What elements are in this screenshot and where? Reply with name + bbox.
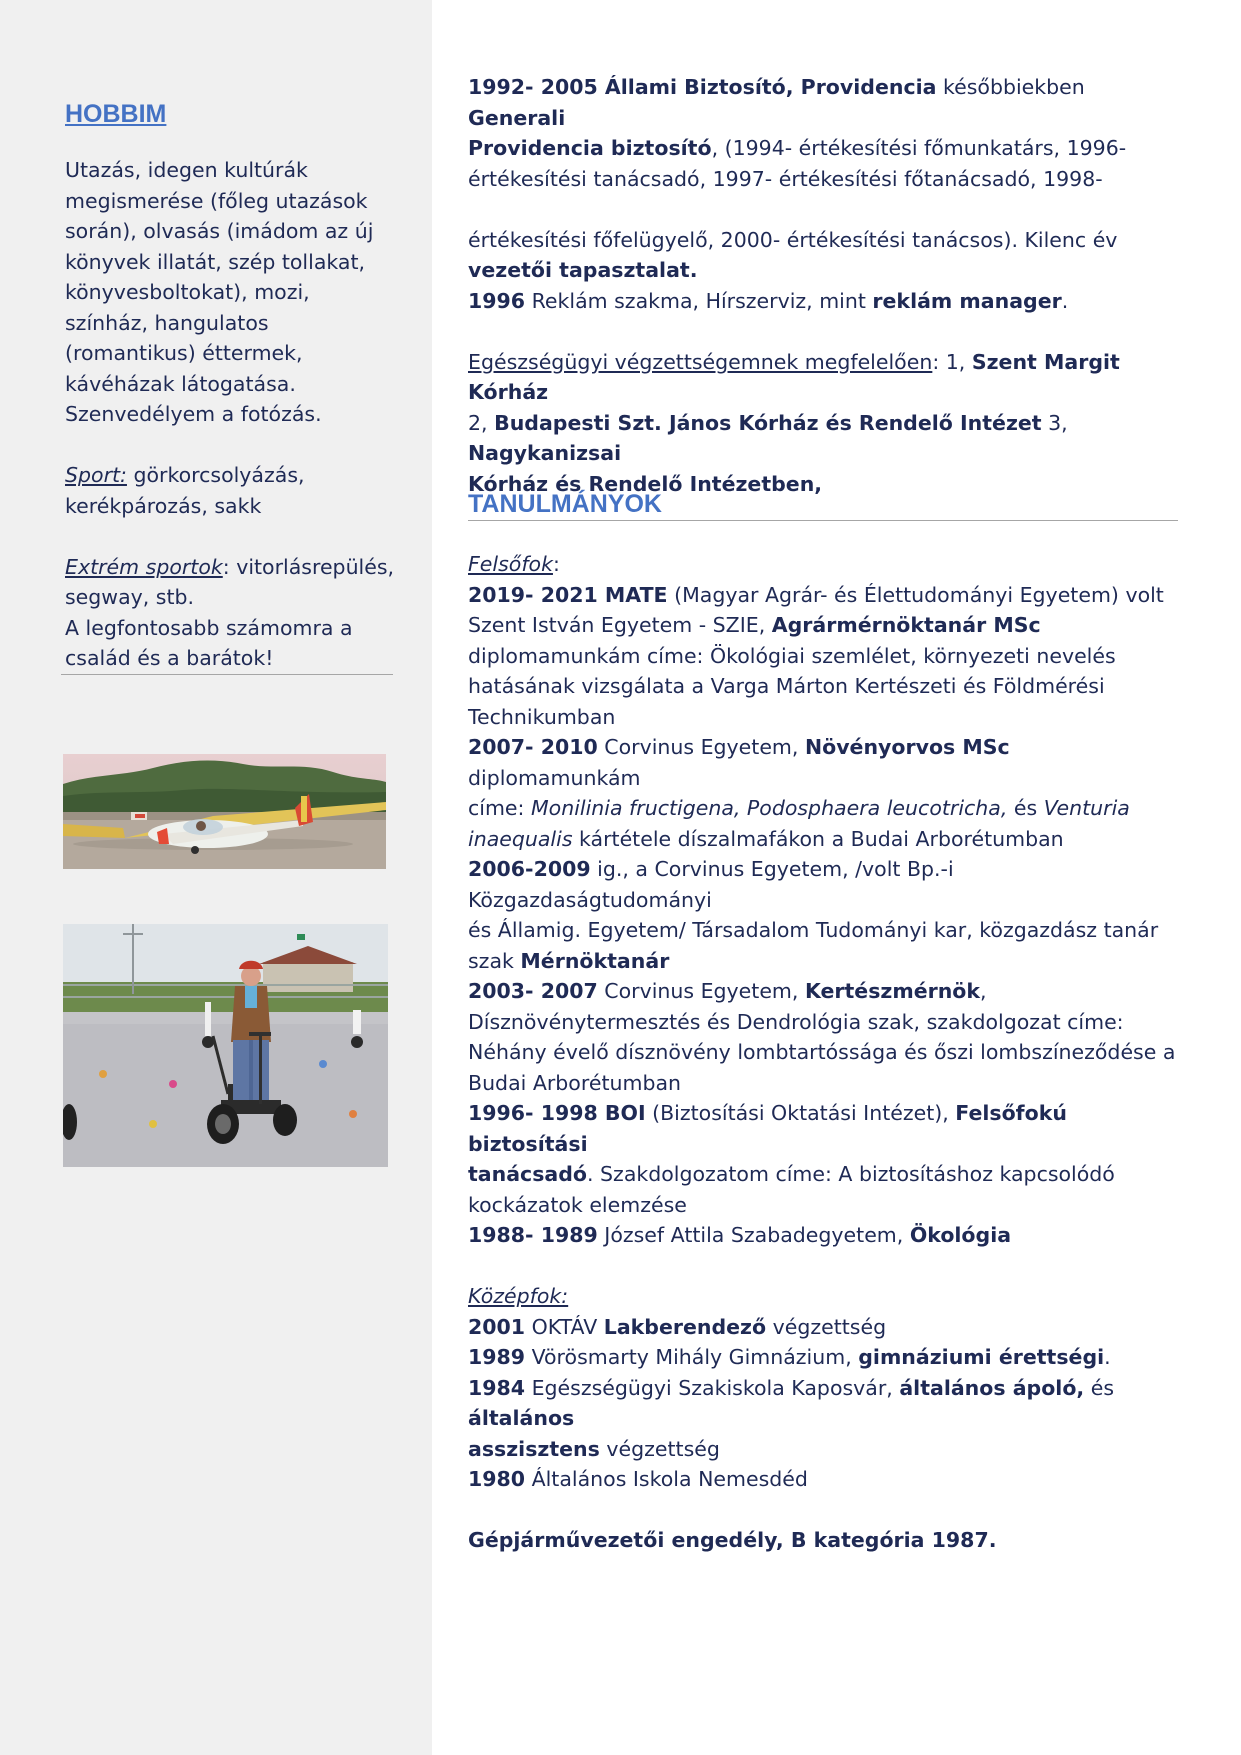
- edu-line: Szent István Egyetem - SZIE, Agrármérnöktanár MSc: [468, 613, 1041, 637]
- hobby-line: színház, hangulatos: [65, 310, 269, 335]
- sport-line: Sport: görkorcsolyázás,: [65, 463, 305, 487]
- section-divider: [468, 520, 1178, 521]
- edu-line: 1996- 1998 BOI (Biztosítási Oktatási Intézet), Felsőfokú biztosítási: [468, 1101, 1067, 1156]
- spacer: [468, 1251, 1188, 1282]
- higher-ed-label: Felsőfok:: [468, 552, 560, 576]
- edu-line: 2006-2009 ig., a Corvinus Egyetem, /volt Bp.-i Közgazdaságtudományi: [468, 857, 954, 912]
- work-line: Egészségügyi végzettségemnek megfelelően: 1, Szent Margit Kórház: [468, 349, 1120, 404]
- work-line: 1992- 2005 Állami Biztosító, Providencia későbbiekben Generali: [468, 75, 1085, 130]
- edu-line: 2019- 2021 MATE (Magyar Agrár- és Élettudományi Egyetem) volt: [468, 582, 1164, 607]
- extreme-line: Extrém sportok: vitorlásrepülés,: [65, 554, 395, 579]
- closing-line-1: A legfontosabb számomra a: [65, 615, 353, 640]
- hobby-line: során), olvasás (imádom az új: [65, 219, 374, 243]
- sport-label: Sport:: [65, 463, 127, 487]
- edu-line: Dísznövénytermesztés és Dendrológia szak, szakdolgozat címe:: [468, 1009, 1124, 1034]
- edu-line: 1988- 1989 József Attila Szabadegyetem, Ökológia: [468, 1223, 1012, 1247]
- edu-line: inaequalis kártétele díszalmafákon a Budai Arborétumban: [468, 826, 1064, 851]
- sidebar: [0, 0, 432, 1755]
- edu-line: szak Mérnöktanár: [468, 948, 670, 973]
- spacer: [468, 1495, 1188, 1526]
- edu-line: 1980 Általános Iskola Nemesdéd: [468, 1467, 808, 1491]
- work-experience: [468, 72, 1183, 499]
- extreme-label: Extrém sportok: [65, 554, 223, 579]
- work-line: Kórház és Rendelő Intézetben,: [468, 471, 823, 496]
- edu-line: hatásának vizsgálata a Varga Márton Kertészeti és Földmérési: [468, 674, 1105, 698]
- sport-line-2: kerékpározás, sakk: [65, 493, 262, 518]
- edu-line: Budai Arborétumban: [468, 1070, 682, 1095]
- hobby-line: könyvesboltokat), mozi,: [65, 280, 310, 304]
- work-line: vezetői tapasztalat.: [468, 258, 698, 282]
- work-line: értékesítési főfelügyelő, 2000- értékesítési tanácsos). Kilenc év: [468, 227, 1118, 252]
- edu-line: tanácsadó. Szakdolgozatom címe: A biztosításhoz kapcsolódó: [468, 1162, 1115, 1186]
- hobby-line: Utazás, idegen kultúrák: [65, 158, 308, 182]
- hobbies-text: [65, 155, 405, 674]
- edu-line: és Államig. Egyetem/ Társadalom Tudományi kar, közgazdász tanár: [468, 918, 1159, 942]
- segway-photo-image: [63, 924, 388, 1167]
- driving-license: Gépjárművezetői engedély, B kategória 1987.: [468, 1528, 997, 1552]
- edu-line: asszisztens végzettség: [468, 1436, 720, 1461]
- hobby-line: könyvek illatát, szép tollakat,: [65, 249, 366, 274]
- edu-line: 2007- 2010 Corvinus Egyetem, Növényorvos MSc diplomamunkám: [468, 735, 1010, 790]
- work-line: 1996 Reklám szakma, Hírszerviz, mint reklám manager.: [468, 288, 1069, 313]
- hobby-line: Szenvedélyem a fotózás.: [65, 402, 322, 426]
- segway-photo: [63, 924, 388, 1167]
- edu-line: Néhány évelő dísznövény lombtartóssága és őszi lombszíneződése a: [468, 1040, 1176, 1064]
- section-divider: [61, 674, 393, 675]
- work-line: értékesítési tanácsadó, 1997- értékesítési főtanácsadó, 1998-: [468, 166, 1103, 191]
- hobbies-heading: HOBBIM: [65, 100, 167, 128]
- glider-photo-image: [63, 754, 386, 869]
- edu-line: 1984 Egészségügyi Szakiskola Kaposvár, általános ápoló, és általános: [468, 1375, 1115, 1430]
- edu-line: 1989 Vörösmarty Mihály Gimnázium, gimnáziumi érettségi.: [468, 1345, 1111, 1369]
- hobby-line: kávéházak látogatása.: [65, 371, 296, 396]
- education-heading: TANULMÁNYOK: [468, 490, 662, 518]
- edu-line: Technikumban: [468, 704, 616, 729]
- hobby-line: (romantikus) éttermek,: [65, 341, 303, 365]
- edu-line: kockázatok elemzése: [468, 1192, 687, 1217]
- extreme-line-2: segway, stb.: [65, 585, 195, 609]
- glider-photo: [63, 754, 386, 869]
- education-list: [468, 549, 1188, 1556]
- spacer: [468, 194, 1183, 225]
- edu-line: 2001 OKTÁV Lakberendező végzettség: [468, 1314, 887, 1339]
- edu-line: diplomamunkám címe: Ökológiai szemlélet, környezeti nevelés: [468, 643, 1116, 668]
- edu-line: címe: Monilinia fructigena, Podosphaera leucotricha, és Venturia: [468, 796, 1130, 820]
- spacer: [468, 316, 1183, 347]
- work-line: 2, Budapesti Szt. János Kórház és Rendelő Intézet 3, Nagykanizsai: [468, 410, 1068, 465]
- closing-line-2: család és a barátok!: [65, 646, 274, 670]
- secondary-ed-label: Középfok:: [468, 1284, 569, 1308]
- hobby-line: megismerése (főleg utazások: [65, 188, 368, 213]
- work-line: Providencia biztosító, (1994- értékesítési főmunkatárs, 1996-: [468, 136, 1127, 160]
- edu-line: 2003- 2007 Corvinus Egyetem, Kertészmérnök,: [468, 979, 987, 1003]
